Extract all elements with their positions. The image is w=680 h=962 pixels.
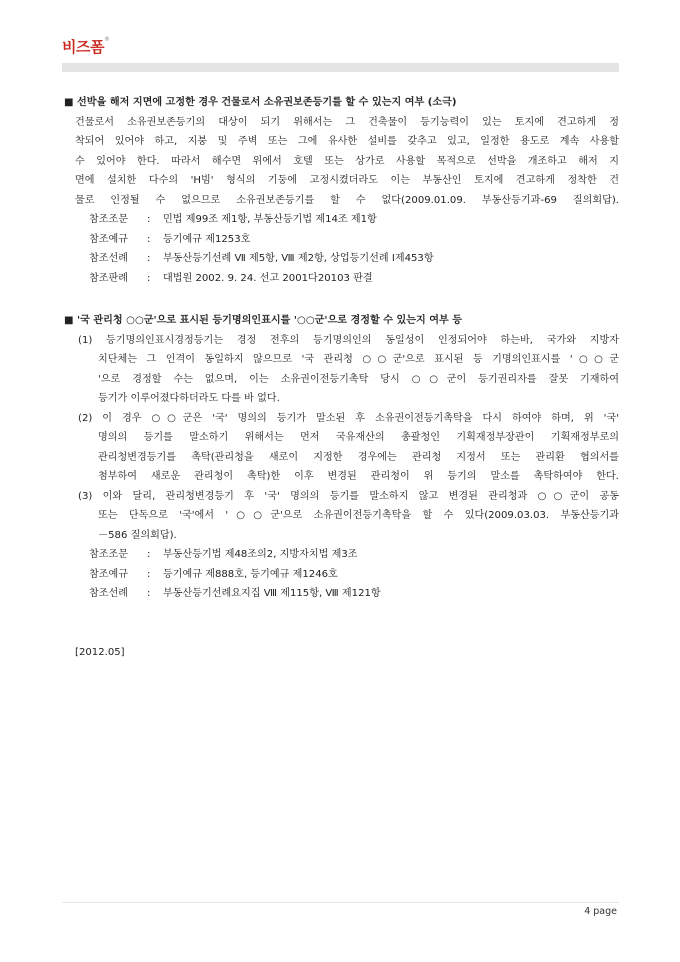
reference-separator: : [147,549,151,560]
paragraph-line: 물로 인정될 수 없으므로 소유권보존등기를 할 수 없다(2009.01.09. 부동산등기과-69 질의회답). [75,194,619,206]
section-2 [62,311,619,604]
reference-value: 부동산등기법 제48조의2, 지방자치법 제3조 [163,549,358,560]
reference-row [62,584,619,604]
reference-label: 참조예규 [89,233,129,245]
logo-text: 비즈폼 [62,38,104,56]
section-heading: ■ 선박을 해저 지면에 고정한 경우 건물로서 소유권보존등기를 할 수 있는지 여부 (소극) [64,97,457,108]
reference-separator: : [147,214,151,225]
reference-value: 등기예규 제1253호 [163,233,251,245]
reference-separator: : [147,233,151,245]
reference-separator: : [147,253,151,264]
registered-mark: ® [103,36,110,43]
reference-row [62,249,619,269]
section-1 [62,93,619,288]
reference-value: 대법원 2002. 9. 24. 선고 2001다20103 판결 [163,272,373,284]
reference-label: 참조조문 [89,549,129,560]
paragraph-line: 면에 설치한 다수의 'H빔' 형식의 기둥에 고정시켰더라도 이는 부동산인 토지에 견고하게 정착한 건 [75,175,619,186]
reference-row [62,545,619,565]
reference-row [62,230,619,250]
reference-label: 참조선례 [89,588,129,599]
reference-separator: : [147,568,151,580]
numbered-item-line: 첨부하여 새로운 관리청이 촉탁)한 이후 변경된 관리청이 위 등기의 말소를 촉탁하여야 한다. [98,471,619,482]
numbered-item-line: 치단체는 그 인격이 동일하지 않으므로 '국 관리청 ○○군'으로 표시된 등 기명의인표시를 '○○군 [98,354,619,365]
section-spacer [62,288,619,311]
section-heading: ■ '국 관리청 ○○군'으로 표시된 등기명의인표시를 '○○군'으로 경정할 수 있는지 여부 등 [64,315,463,326]
numbered-item-line: 등기가 이루어졌다하더라도 다를 바 없다. [98,393,280,404]
numbered-item-line: (1) 등기명의인표시경정등기는 경정 전후의 등기명의인의 동일성이 인정되어야 하는바, 국가와 지방자 [78,334,619,346]
reference-value: 부동산등기선례요지집 Ⅷ 제115항, Ⅷ 제121항 [163,588,381,599]
reference-separator: : [147,588,151,599]
reference-label: 참조판례 [89,272,129,284]
bizform-logo [62,36,109,57]
reference-value: 민법 제99조 제1항, 부동산등기법 제14조 제1항 [163,214,377,225]
paragraph-line: 착되어 있어야 하고, 지붕 및 주벽 또는 그에 유사한 설비를 갖추고 있고, 일정한 용도로 계속 사용할 [75,136,619,147]
section-spacer [62,604,619,643]
reference-label: 참조조문 [89,214,129,225]
reference-separator: : [147,272,151,284]
numbered-item-line: 명의의 등기를 말소하기 위해서는 먼저 국유재산의 총괄청인 기획재정부장관이 기획재정부로의 [98,432,619,443]
numbered-item-line: (2) 이 경우 ○○군은 '국' 명의의 등기가 말소된 후 소유권이전등기촉탁을 다시 하여야 하며, 위 '국' [78,412,619,424]
reference-label: 참조선례 [89,253,129,264]
numbered-item-line: －586 질의회답). [98,529,177,541]
reference-row [62,210,619,230]
reference-value: 부동산등기선례 Ⅶ 제5항, Ⅷ 제2항, 상업등기선례 Ⅰ제453항 [163,253,434,264]
paragraph-line: 건물로서 소유권보존등기의 대상이 되기 위해서는 그 건축물이 등기능력이 있는 토지에 견고하게 정 [75,116,619,128]
document-body [62,93,619,662]
paragraph-line: 수 있어야 한다. 따라서 해수면 위에서 호텔 또는 상가로 사용할 목적으로 선박을 개조하고 해저 지 [75,155,619,167]
page-number: 4 page [584,906,617,917]
reference-row [62,565,619,585]
numbered-item-line: 또는 단독으로 '국'에서 '○○군'으로 소유권이전등기촉탁을 할 수 있다(2009.03.03. 부동산등기과 [98,510,619,521]
numbered-item-line: (3) 이와 달리, 관리청변경등기 후 '국' 명의의 등기를 말소하지 않고 변경된 관리청과 ○○군이 공동 [78,490,619,502]
footer-rule [62,902,619,903]
reference-label: 참조예규 [89,568,129,580]
document-date: [2012.05] [75,646,125,658]
header-rule [62,63,619,72]
numbered-item-line: '으로 경정할 수는 없으며, 이는 소유권이전등기촉탁 당시 ○○군이 등기권리자를 잘못 기재하여 [98,373,619,385]
reference-value: 등기예규 제888호, 등기예규 제1246호 [163,568,338,580]
reference-row [62,269,619,289]
numbered-item-line: 관리청변경등기를 촉탁(관리청을 새로이 지정한 경우에는 관리청 지정서 또는 관리환 협의서를 [98,451,619,463]
